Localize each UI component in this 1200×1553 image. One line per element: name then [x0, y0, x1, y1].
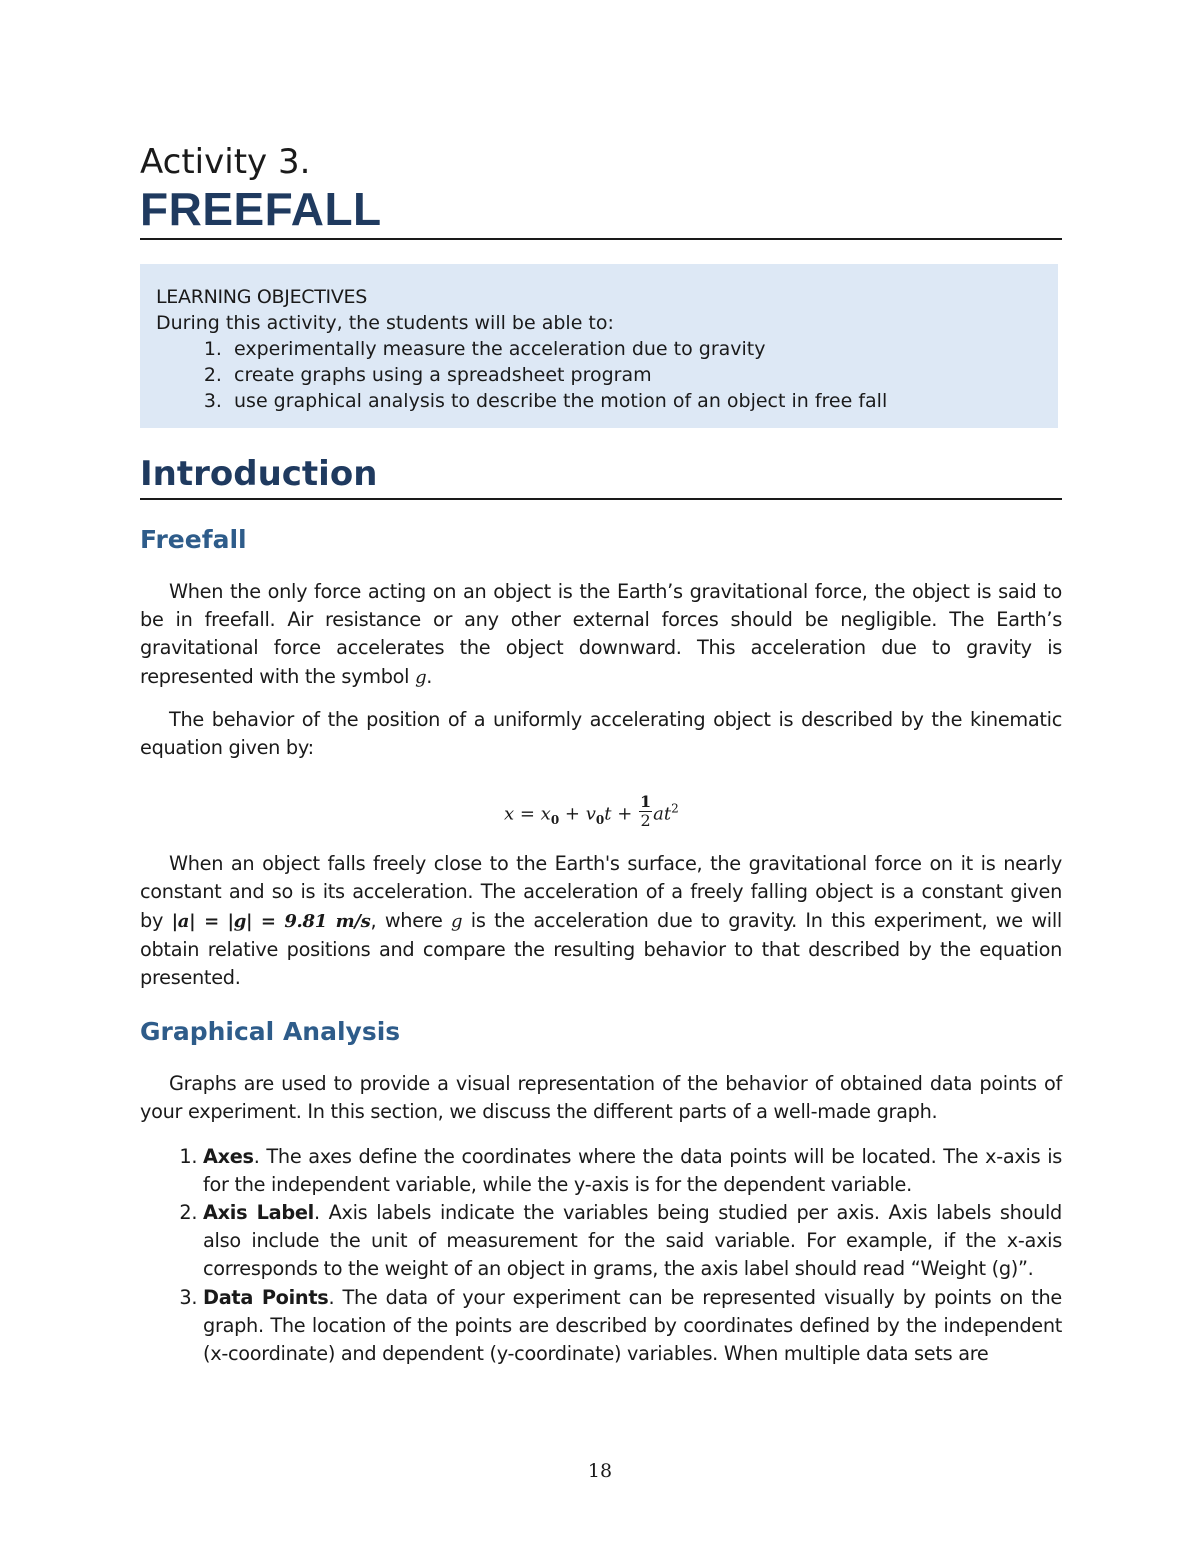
graphical-paragraph-1: Graphs are used to provide a visual representation of the behavior of obtained data points of your experiment. In this section, we discuss the different parts of a well-made graph. — [140, 1072, 1062, 1124]
graph-parts-list — [140, 1143, 1062, 1369]
freefall-paragraph-2: The behavior of the position of a uniformly accelerating object is described by the kinematic equation given by: — [140, 707, 1062, 760]
objective-item: 1. experimentally measure the acceleration due to gravity — [228, 336, 1042, 362]
symbol-g: g — [415, 666, 427, 688]
kinematic-equation: $x = x_0 + v_0t$ + $\frac{1}{2}$ $at^2$ — [504, 792, 679, 831]
objectives-lead: During this activity, the students will be able to: — [156, 312, 614, 334]
symbol-g: g — [451, 910, 463, 932]
page-number: 18 — [587, 1460, 613, 1482]
subsection-heading-freefall: Freefall — [140, 525, 247, 554]
freefall-paragraph-1: When the only force acting on an object is the Earth’s gravitational force, the object is said to be in freefall. Air resistance or any other external forces should be negligible. The Earth’s gravitational force accelerates the object downward. This acceleration due to gravity is represented with the symbol g. — [140, 580, 1062, 688]
gravity-value: |a| = |g| = 9.81 m/s — [171, 910, 371, 932]
subsection-heading-graphical-analysis: Graphical Analysis — [140, 1017, 401, 1047]
activity-label: Activity 3. — [140, 142, 311, 182]
freefall-paragraph-3: When an object falls freely close to the Earth's surface, the gravitational force on it is nearly constant and so is its acceleration. The acceleration of a freely falling object is a constant given by |a| = |g| = 9.81 m/s, where g is the acceleration due to gravity. In this experiment, we will obtain relative positions and compare the resulting behavior to that described by the equation presented. — [140, 852, 1062, 990]
objective-item: 2. create graphs using a spreadsheet program — [228, 362, 1042, 388]
title-divider — [140, 238, 1062, 240]
section-divider — [140, 498, 1062, 500]
page-content — [140, 140, 1062, 1368]
fraction-one-half: $\frac{1}{2}$ — [640, 792, 652, 831]
section-heading-introduction: Introduction — [140, 454, 378, 494]
objectives-list — [156, 336, 1042, 414]
learning-objectives-box — [140, 264, 1058, 428]
objective-item: 3. use graphical analysis to describe the motion of an object in free fall — [228, 388, 1042, 414]
list-item: 2. Axis Label. Axis labels indicate the variables being studied per axis. Axis labels should also include the unit of measurement for the said variable. For example, if the x-axis corresponds to the weight of an object in grams, the axis label should read “Weight (g)”. — [203, 1199, 1062, 1284]
list-item: 1. Axes. The axes define the coordinates where the data points will be located. The x-axis is for the independent variable, while the y-axis is for the dependent variable. — [203, 1143, 1062, 1199]
objectives-heading: LEARNING OBJECTIVES — [156, 286, 368, 308]
page-title: FREEFALL — [140, 183, 382, 235]
list-item: 3. Data Points. The data of your experiment can be represented visually by points on the graph. The location of the points are described by coordinates defined by the independent (x-coordinate) and dependent (y-coordinate) variables. When multiple data sets are — [203, 1284, 1062, 1369]
